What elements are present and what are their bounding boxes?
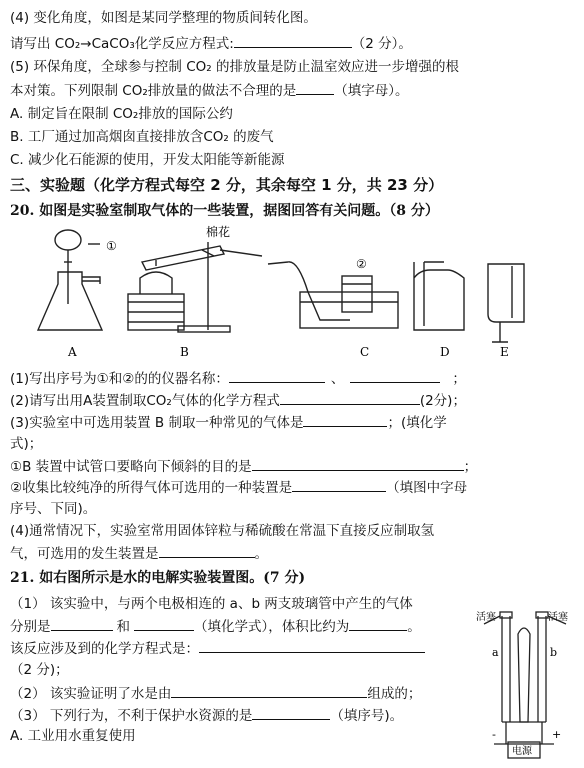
q21-s3-hint: （填序号)。: [330, 708, 404, 724]
q20-s6-blank[interactable]: [159, 543, 255, 558]
minus-label: -: [492, 728, 496, 741]
label-e: E: [500, 345, 509, 359]
q21-sub1: （1） 该实验中，与两个电极相连的 a、b 两支玻璃管中产生的气体: [10, 596, 413, 612]
q20-s1-blank1[interactable]: [229, 368, 325, 383]
q20-title: 20. 如图是实验室制取气体的一些装置，据图回答有关问题。（8 分）: [10, 203, 439, 219]
apparatus-e: [488, 264, 524, 342]
stopper-right-label: 活塞: [548, 612, 568, 623]
tube-b-label: b: [550, 646, 558, 659]
q21-s2-blank[interactable]: [171, 683, 367, 698]
tube-a-label: a: [492, 646, 499, 659]
q4-line2: [10, 33, 412, 54]
q20-sub5-cont: 序号、下同)。: [10, 501, 97, 517]
q21-sub1-cont: [10, 616, 421, 637]
q20-s4-blank[interactable]: [252, 456, 464, 471]
q21-sub2: [10, 683, 421, 704]
q20-s5-hint: （填图中字母: [386, 480, 468, 496]
q21-option-a: A. 工业用水重复使用: [10, 728, 136, 744]
power-label: 电源: [512, 746, 532, 757]
section3-title: 三、实验题（化学方程式每空 2 分，其余每空 1 分，共 23 分）: [10, 176, 444, 194]
electrolysis-figure: [474, 604, 578, 762]
q5-option-b: B. 工厂通过加高烟囱直接排放含CO₂ 的废气: [10, 129, 274, 145]
q20-s1-sep: 、: [330, 371, 345, 387]
q20-sub6-cont: [10, 543, 268, 564]
q21-s2-prompt: （2） 该实验证明了水是由: [10, 686, 172, 702]
q4-answer-blank[interactable]: [234, 33, 352, 48]
q20-sub3-cont: 式)；: [10, 436, 43, 452]
q21-s2-end: 组成的；: [367, 686, 422, 702]
q4-line1: (4) 变化角度，如图是某同学整理的物质间转化图。: [10, 10, 317, 26]
cotton-label: 棉花: [206, 225, 231, 239]
q21-sub1-score: （2 分)；: [10, 662, 69, 678]
plus-label: +: [552, 728, 562, 741]
q21-s3-prompt: （3） 下列行为，不利于保护水资源的是: [10, 708, 253, 724]
q21-s1-blank3[interactable]: [349, 616, 407, 631]
q21-s1-eq-prompt: 该反应涉及到的化学方程式是：: [10, 641, 199, 657]
q20-s3-hint: ；(填化学: [387, 415, 447, 431]
q21-s1-ratio: （填化学式），体积比约为: [194, 619, 350, 635]
q20-s5-prompt: ②收集比较纯净的所得气体可选用的一种装置是: [10, 480, 293, 496]
circle-1-label: ①: [106, 239, 117, 253]
q20-sub4: [10, 456, 477, 477]
apparatus-d: [414, 262, 464, 330]
q21-s1-end: 。: [407, 619, 421, 635]
q20-s1-prompt: (1)写出序号为①和②的的仪器名称：: [10, 371, 229, 387]
q20-sub5: [10, 477, 467, 498]
q20-s1-end: ；: [452, 371, 466, 387]
q4-prompt: 请写出 CO₂→CaCO₃化学反应方程式:: [10, 36, 234, 52]
q5-prompt: 本对策。下列限制 CO₂排放量的做法不合理的是: [10, 83, 297, 99]
q20-s3-prompt: (3)实验室中可选用装置 B 制取一种常见的气体是: [10, 415, 304, 431]
q20-apparatus-figure: [30, 222, 550, 360]
label-a: A: [68, 345, 77, 359]
q5-hint: （填字母）。: [334, 83, 409, 99]
q21-s3-blank[interactable]: [252, 705, 330, 720]
q20-s2-prompt: (2)请写出用A装置制取CO₂气体的化学方程式: [10, 393, 280, 409]
q21-s1-prompt: 分别是: [10, 619, 51, 635]
circle-2-label: ②: [356, 257, 367, 271]
label-c: C: [360, 345, 370, 359]
q4-score: （2 分）。: [351, 36, 412, 52]
q20-s6-prompt: 气，可选用的发生装置是: [10, 546, 159, 562]
q5-line1: (5) 环保角度，全球参与控制 CO₂ 的排放量是防止温室效应进一步增强的根: [10, 59, 459, 75]
apparatus-a: [38, 230, 102, 330]
apparatus-c: [268, 262, 398, 328]
q5-option-a: A. 制定旨在限制 CO₂排放的国际公约: [10, 106, 233, 122]
q20-s5-blank[interactable]: [292, 477, 386, 492]
q20-s2-blank[interactable]: [280, 390, 420, 405]
q21-sub1-eq: [10, 638, 425, 659]
q5-answer-blank[interactable]: [296, 80, 334, 95]
q21-s1-eq-blank[interactable]: [199, 638, 425, 653]
q20-s1-blank2[interactable]: [350, 368, 440, 383]
q20-s6-end: 。: [254, 546, 268, 562]
q5-line2: [10, 80, 409, 101]
label-d: D: [440, 345, 450, 359]
q5-option-c: C. 减少化石能源的使用，开发太阳能等新能源: [10, 152, 285, 168]
label-b: B: [180, 345, 189, 359]
q21-s1-and: 和: [116, 619, 130, 635]
q21-title: 21. 如右图所示是水的电解实验装置图。(7 分): [10, 570, 306, 586]
q20-s2-end: (2分)；: [419, 393, 466, 409]
apparatus-b: [128, 242, 262, 332]
q21-s1-blank2[interactable]: [134, 616, 194, 631]
stopper-left-label: 活塞: [476, 612, 496, 623]
q21-sub3: [10, 705, 403, 726]
q20-sub2: [10, 390, 466, 411]
q20-sub3: [10, 412, 447, 433]
q20-s4-prompt: ①B 装置中试管口要略向下倾斜的目的是: [10, 459, 252, 475]
q20-s4-end: ；: [463, 459, 478, 475]
q20-s3-blank[interactable]: [303, 412, 387, 427]
q20-sub6: (4)通常情况下，实验室常用固体锌粒与稀硫酸在常温下直接反应制取氢: [10, 523, 435, 539]
q20-sub1: [10, 368, 466, 389]
q21-s1-blank1[interactable]: [51, 616, 113, 631]
